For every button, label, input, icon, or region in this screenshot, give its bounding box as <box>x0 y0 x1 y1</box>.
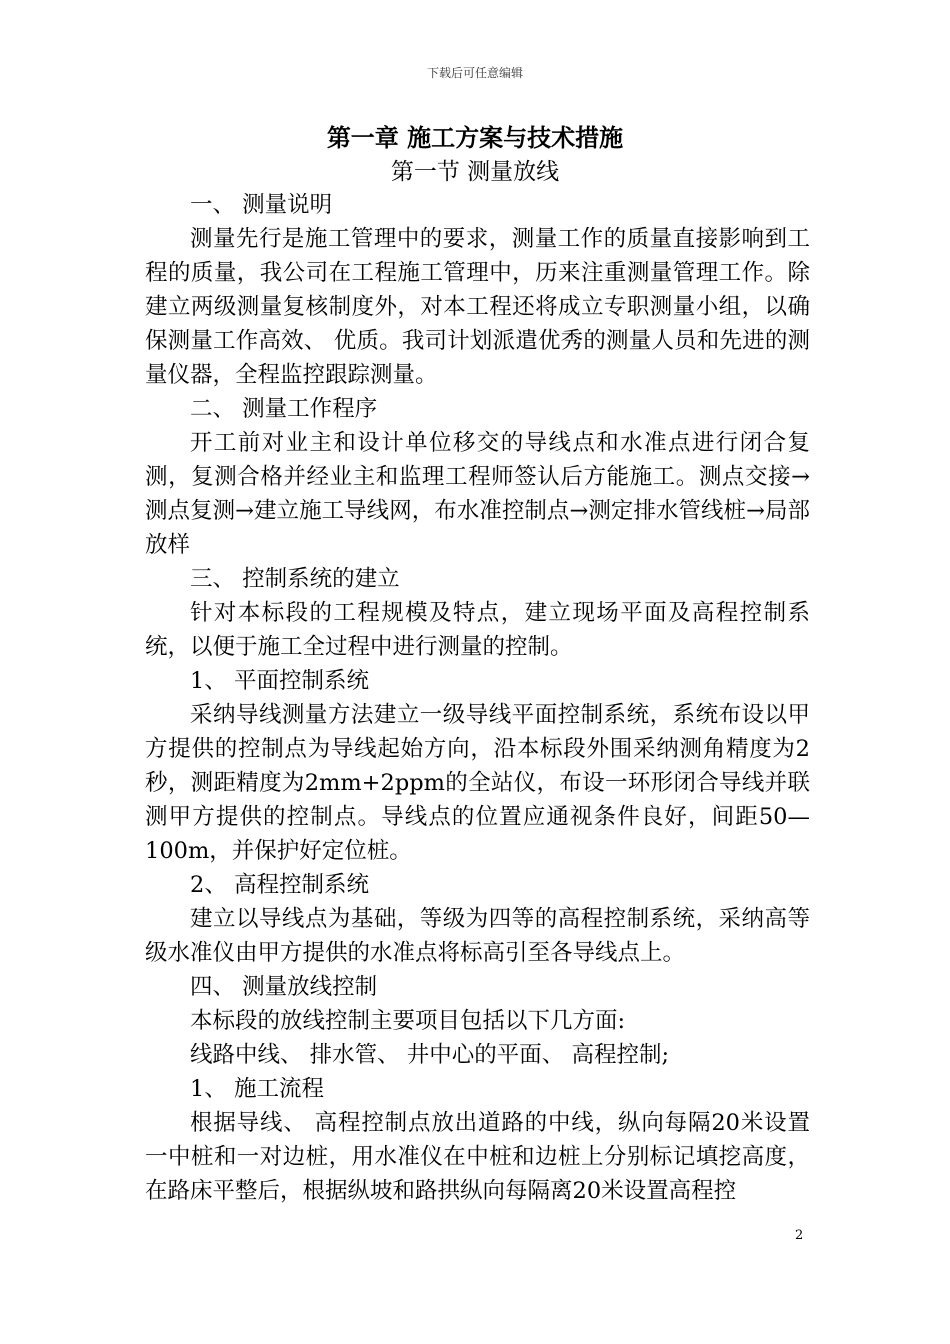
heading-plane-control: 1、 平面控制系统 <box>190 668 369 694</box>
page-number: 2 <box>795 1228 804 1243</box>
paragraph-control-system: 针对本标段的工程规模及特点，建立现场平面及高程控制系统，以便于施工全过程中进行测量的控制。 <box>145 600 810 660</box>
section-title: 第一节 测量放线 <box>390 159 560 185</box>
paragraph-layout-list: 线路中线、 排水管、 井中心的平面、 高程控制; <box>190 1042 670 1068</box>
chapter-title: 第一章 施工方案与技术措施 <box>326 124 624 152</box>
heading-measurement-notes: 一、 测量说明 <box>190 192 333 218</box>
paragraph-plane-control: 采纳导线测量方法建立一级导线平面控制系统，系统布设以甲方提供的控制点为导线起始方向，沿本标段外围采纳测角精度为2秒，测距精度为2mm+2ppm的全站仪，布设一环形闭合导线并联测甲方提供的控制点。导线点的位置应通视条件良好，间距50—100m，并保护好定位桩。 <box>145 702 810 864</box>
heading-control-system: 三、 控制系统的建立 <box>190 566 400 592</box>
paragraph-measurement-notes: 测量先行是施工管理中的要求，测量工作的质量直接影响到工程的质量，我公司在工程施工管理中，历来注重测量管理工作。除建立两级测量复核制度外，对本工程还将成立专职测量小组，以确保测量工作高效、 优质。我司计划派遣优秀的测量人员和先进的测量仪器，全程监控跟踪测量。 <box>145 226 810 388</box>
paragraph-work-procedure: 开工前对业主和设计单位移交的导线点和水准点进行闭合复测，复测合格并经业主和监理工程师签认后方能施工。测点交接→测点复测→建立施工导线网，布水准控制点→测定排水管线桩→局部放样 <box>145 430 810 558</box>
paragraph-layout-items: 本标段的放线控制主要项目包括以下几方面: <box>190 1008 626 1034</box>
heading-construction-flow: 1、 施工流程 <box>190 1076 324 1102</box>
paragraph-elevation-control: 建立以导线点为基础，等级为四等的高程控制系统，采纳高等级水准仪由甲方提供的水准点将标高引至各导线点上。 <box>145 906 810 966</box>
document-body <box>145 188 810 1208</box>
heading-layout-control: 四、 测量放线控制 <box>190 974 378 1000</box>
heading-work-procedure: 二、 测量工作程序 <box>190 396 378 422</box>
paragraph-construction-flow: 根据导线、 高程控制点放出道路的中线，纵向每隔20米设置一中桩和一对边桩，用水准仪在中桩和边桩上分别标记填挖高度，在路床平整后，根据纵坡和路拱纵向每隔离20米设置高程控 <box>145 1110 810 1204</box>
heading-elevation-control: 2、 高程控制系统 <box>190 872 369 898</box>
header-note: 下载后可任意编辑 <box>426 66 523 80</box>
